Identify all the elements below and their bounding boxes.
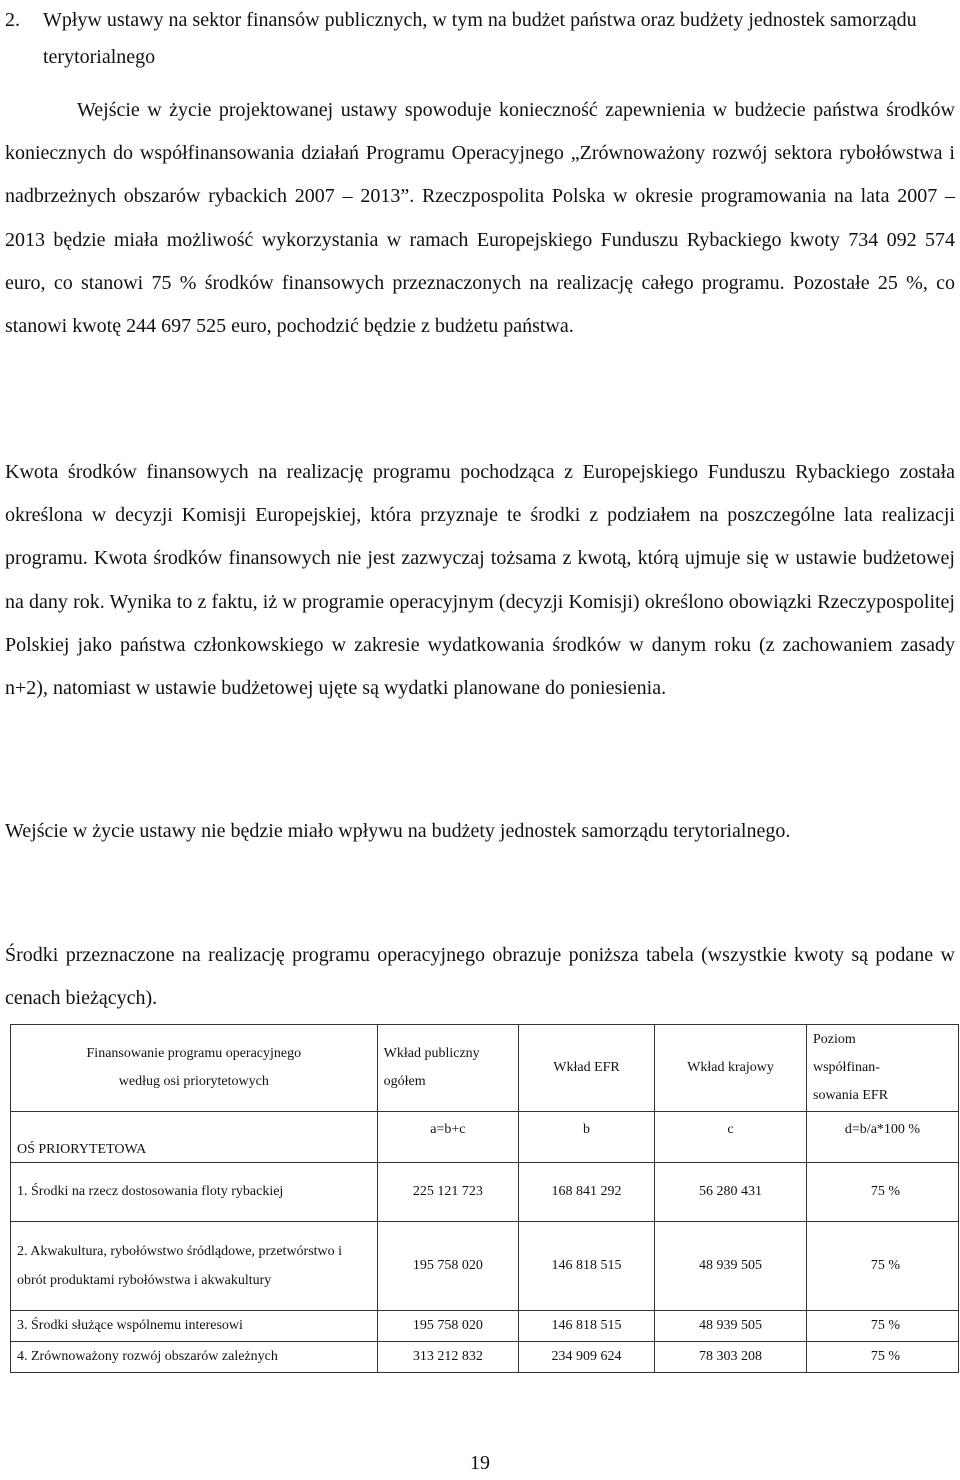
row-national: 78 303 208 xyxy=(655,1341,807,1372)
header-public-contribution xyxy=(377,1025,518,1112)
row-national: 48 939 505 xyxy=(655,1310,807,1341)
spacer-cell xyxy=(655,1148,807,1162)
row-national: 48 939 505 xyxy=(655,1221,807,1310)
table-row xyxy=(11,1341,959,1372)
table-row xyxy=(11,1310,959,1341)
formula-efr: b xyxy=(519,1112,655,1149)
header-rate-line2: współfinan- xyxy=(813,1060,880,1075)
row-public: 195 758 020 xyxy=(377,1221,518,1310)
row-efr: 168 841 292 xyxy=(519,1162,655,1221)
paragraph-efr-amount: Kwota środków finansowych na realizację programu pochodząca z Europejskiego Funduszu Rybackiego została określona w decyzji Komisji Europejskiej, która przyznaje te środki z podziałem na poszczególne lata realizacji programu. Kwota środków finansowych nie jest zazwyczaj tożsama z kwotą, którą ujmuje się w ustawie budżetowej na dany rok. Wynika to z faktu, iż w programie operacyjnym (decyzji Komisji) określono obowiązki Rzeczypospolitej Polskiej jako państwa członkowskiego w zakresie wydatkowania środków w danym roku (z zachowaniem zasady n+2), natomiast w ustawie budżetowej ujęte są wydatki planowane do poniesienia. xyxy=(5,461,955,700)
header-axis-line2: według osi priorytetowych xyxy=(118,1074,269,1089)
header-public-line1: Wkład publiczny xyxy=(383,1046,480,1061)
section-heading xyxy=(5,2,955,76)
row-efr: 146 818 515 xyxy=(519,1221,655,1310)
row-label: 4. Zrównoważony rozwój obszarów zależnych xyxy=(11,1341,378,1372)
formula-rate: d=b/a*100 % xyxy=(807,1112,959,1149)
paragraph-table-intro: Środki przeznaczone na realizację programu operacyjnego obrazuje poniższa tabela (wszystkie kwoty są podane w cenach bieżących). xyxy=(5,944,955,1010)
section-title: Wpływ ustawy na sektor finansów publicznych, w tym na budżet państwa oraz budżety jednostek samorządu terytorialnego xyxy=(43,9,917,68)
row-rate: 75 % xyxy=(807,1162,959,1221)
header-rate-line1: Poziom xyxy=(813,1032,856,1047)
page-number: 19 xyxy=(470,1452,490,1474)
row-efr: 234 909 624 xyxy=(519,1341,655,1372)
row-label: 2. Akwakultura, rybołówstwo śródlądowe, przetwórstwo i obrót produktami rybołówstwa i akwakultury xyxy=(11,1221,378,1310)
spacer-cell xyxy=(377,1148,518,1162)
row-rate: 75 % xyxy=(807,1341,959,1372)
section-label: OŚ PRIORYTETOWA xyxy=(17,1141,147,1157)
spacer-cell xyxy=(519,1148,655,1162)
table-header-row xyxy=(11,1025,959,1112)
table-formula-row xyxy=(11,1112,959,1149)
formula-national: c xyxy=(655,1112,807,1149)
header-efr-contribution: Wkład EFR xyxy=(519,1025,655,1112)
spacer-cell xyxy=(807,1148,959,1162)
paragraph-budget-cofinancing: Wejście w życie projektowanej ustawy spowoduje konieczność zapewnienia w budżecie państwa środków koniecznych do współfinansowania działań Programu Operacyjnego „Zrównoważony rozwój sektora rybołówstwa i nadbrzeżnych obszarów rybackich 2007 – 2013”. Rzeczpospolita Polska w okresie programowania na lata 2007 – 2013 będzie miała możliwość wykorzystania w ramach Europejskiego Funduszu Rybackiego kwoty 734 092 574 euro, co stanowi 75 % środków finansowych przeznaczonych na realizację całego programu. Pozostałe 25 %, co stanowi kwotę 244 697 525 euro, pochodzić będzie z budżetu państwa. xyxy=(5,99,955,338)
table-row xyxy=(11,1162,959,1221)
row-rate: 75 % xyxy=(807,1221,959,1310)
row-label: 1. Środki na rzecz dostosowania floty rybackiej xyxy=(11,1162,378,1221)
formula-public: a=b+c xyxy=(377,1112,518,1149)
row-rate: 75 % xyxy=(807,1310,959,1341)
paragraph-local-government: Wejście w życie ustawy nie będzie miało wpływu na budżety jednostek samorządu terytorialnego. xyxy=(5,820,791,842)
row-label: 3. Środki służące wspólnemu interesowi xyxy=(11,1310,378,1341)
header-axis-financing xyxy=(11,1025,378,1112)
section-label-cell xyxy=(11,1112,378,1163)
header-rate-line3: sowania EFR xyxy=(813,1088,889,1103)
header-cofinancing-rate xyxy=(807,1025,959,1112)
financing-table xyxy=(10,1024,959,1373)
row-public: 313 212 832 xyxy=(377,1341,518,1372)
header-national-contribution: Wkład krajowy xyxy=(655,1025,807,1112)
header-public-line2: ogółem xyxy=(383,1074,426,1089)
row-efr: 146 818 515 xyxy=(519,1310,655,1341)
row-national: 56 280 431 xyxy=(655,1162,807,1221)
table-row xyxy=(11,1221,959,1310)
header-axis-line1: Finansowanie programu operacyjnego xyxy=(86,1046,302,1061)
row-public: 225 121 723 xyxy=(377,1162,518,1221)
section-number: 2. xyxy=(5,9,20,31)
row-public: 195 758 020 xyxy=(377,1310,518,1341)
